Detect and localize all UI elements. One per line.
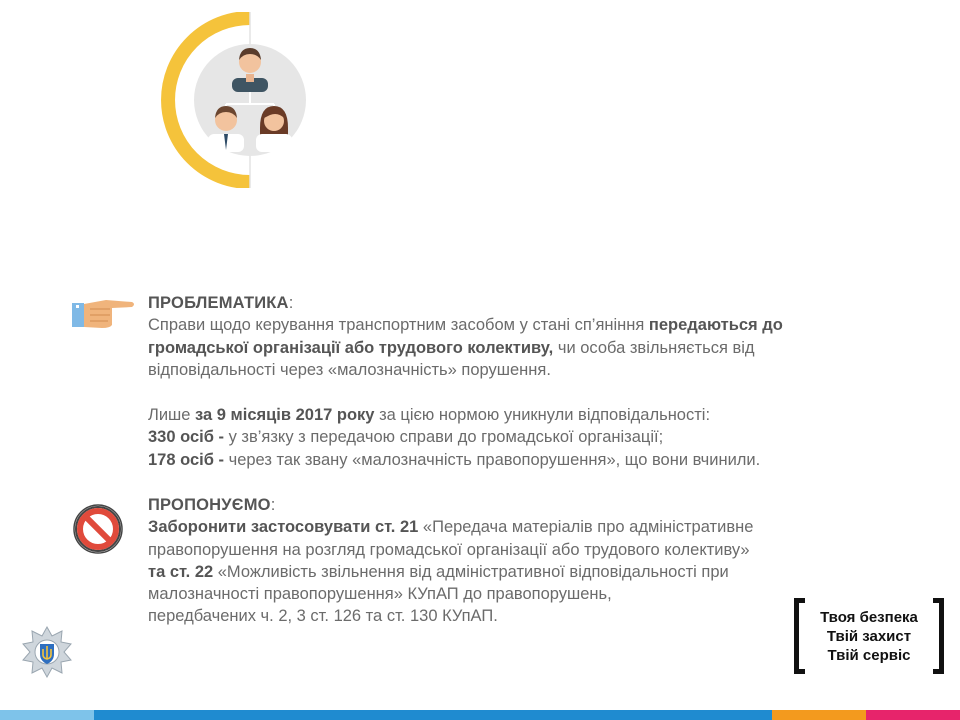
footer-stripe-light-blue — [0, 710, 94, 720]
slogan-line-1: Твоя безпека — [820, 609, 918, 626]
slogan-right-bracket — [933, 598, 944, 674]
slogan-line-2: Твій захист — [826, 628, 912, 645]
proposal-text-1: «Передача матеріалів про адміністративне — [418, 518, 754, 537]
stats-reason-2: через так звану «малозначність правопорушення», що вони вчинили. — [224, 450, 761, 469]
problem-heading-colon: : — [288, 294, 294, 312]
stats-count-2: 178 осіб - — [148, 450, 225, 469]
proposal-text-3: «Можливість звільнення від адміністративної відповідальності при — [213, 562, 729, 581]
pointing-hand-icon — [72, 295, 136, 331]
people-hierarchy-icon — [160, 12, 320, 188]
problem-text-bold-1: передаються до — [648, 316, 783, 335]
proposal-bold-1: Заборонити застосовувати ст. 21 — [148, 518, 419, 537]
prohibited-icon — [72, 503, 124, 555]
footer-stripe-pink — [866, 710, 960, 720]
problem-section — [148, 292, 928, 381]
proposal-bold-2: та ст. 22 — [148, 562, 214, 581]
problem-text-1: Справи щодо керування транспортним засобом у стані сп’яніння — [148, 316, 649, 335]
stats-count-1: 330 осіб - — [148, 428, 225, 447]
stats-intro-c: за цією нормою уникнули відповідальності: — [374, 406, 711, 424]
proposal-heading-colon: : — [270, 496, 276, 514]
proposal-text-4: малозначності правопорушення» КУпАП до правопорушень, — [148, 585, 612, 604]
footer-stripe-blue — [94, 710, 772, 720]
problem-text-bold-2: громадської організації або трудового колективу, — [148, 338, 554, 357]
proposal-text-2: правопорушення на розгляд громадської організації або трудового колективу» — [148, 540, 750, 559]
stats-reason-1: у зв’язку з передачою справи до громадської організації; — [224, 428, 664, 447]
problem-text-2: чи особа звільняється від — [553, 338, 755, 357]
stats-intro-a: Лише — [148, 406, 196, 424]
problem-heading: ПРОБЛЕМАТИКА — [148, 294, 289, 312]
proposal-text-5: передбачених ч. 2, 3 ст. 126 та ст. 130 КУпАП. — [148, 607, 498, 626]
stats-section — [148, 404, 928, 471]
slogan-line-3: Твій сервіс — [827, 647, 911, 664]
stats-intro-period: за 9 місяців 2017 року — [195, 406, 375, 424]
slogan-left-bracket — [794, 598, 805, 674]
slogan-block — [794, 598, 944, 678]
problem-text-3: відповідальності через «малозначність» порушення. — [148, 360, 551, 379]
footer-stripe-orange — [772, 710, 866, 720]
proposal-heading: ПРОПОНУЄМО — [148, 496, 271, 514]
police-emblem-icon — [22, 626, 72, 678]
